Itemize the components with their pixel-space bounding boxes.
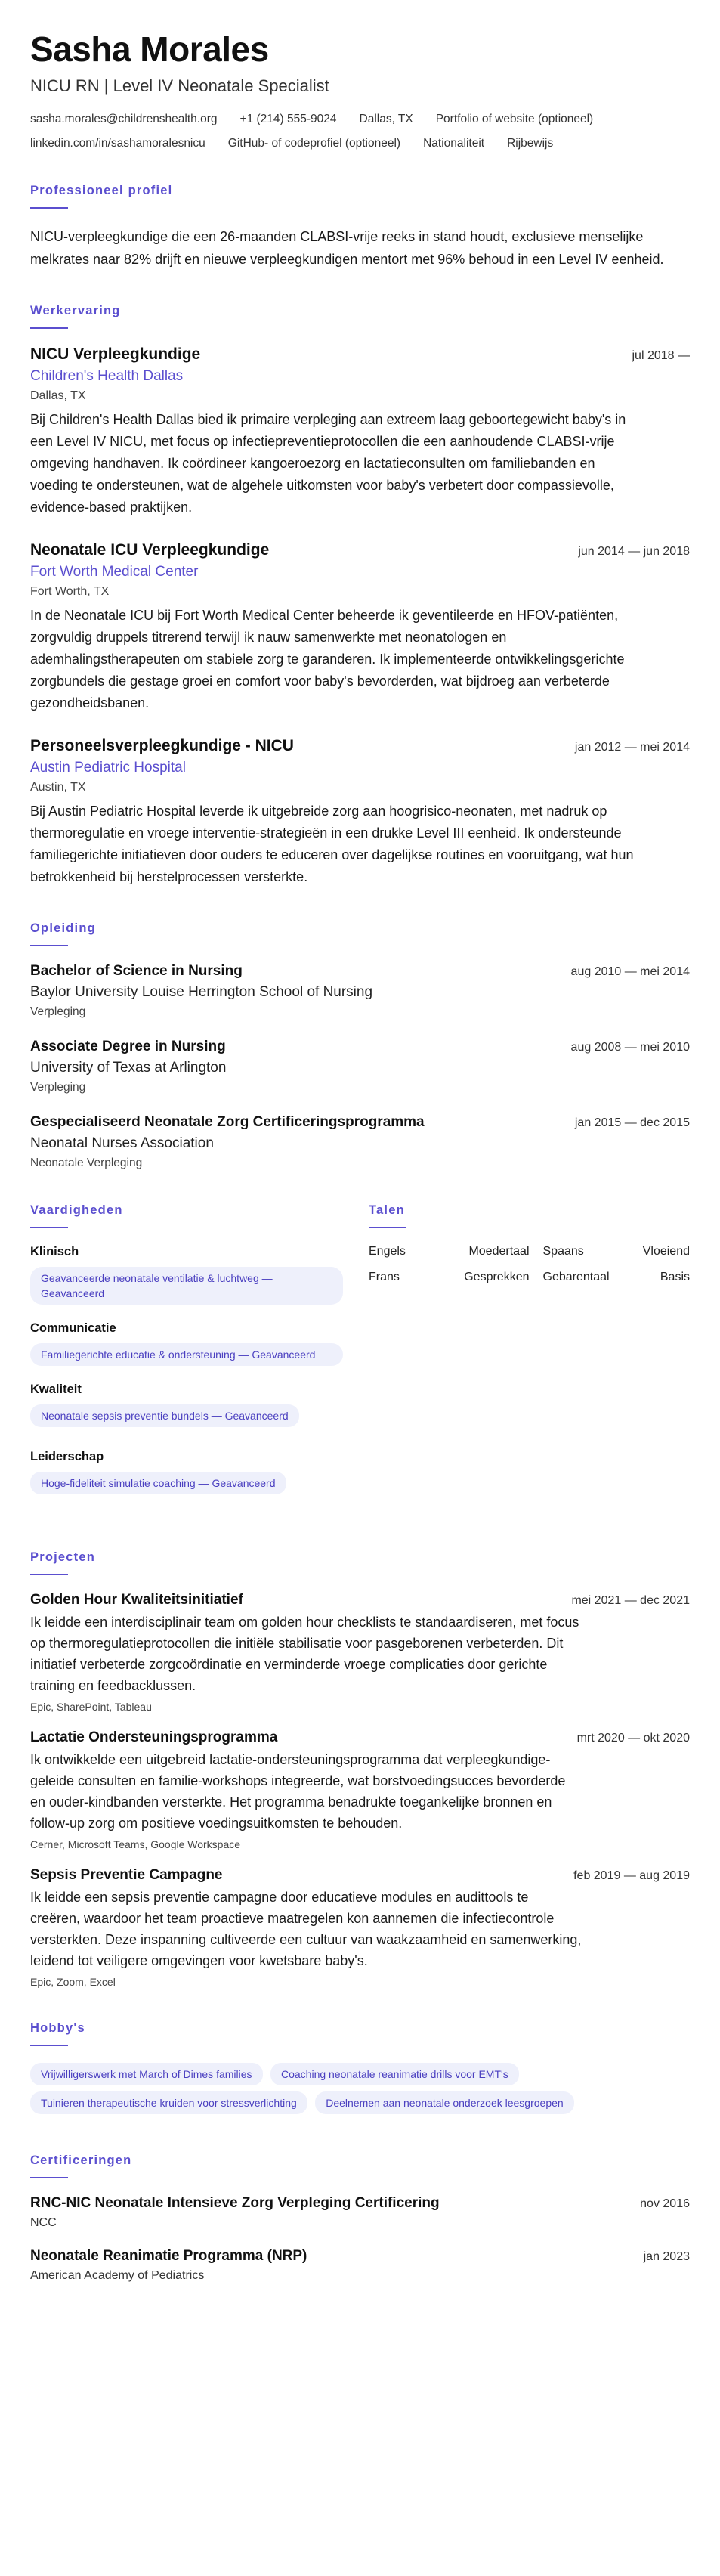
profile-summary: NICU-verpleegkundige die een 26-maanden CLABSI-vrije reeks in stand houdt, exclusieve menselijke melkrates naar 82% drijft en nieuwe verpleegkundigen mentort met 96% behoud in een Level IV eenheid. bbox=[30, 228, 664, 267]
hobbies-section bbox=[30, 2021, 690, 2120]
education-degree: Bachelor of Science in Nursing bbox=[30, 962, 243, 979]
education-school: Neonatal Nurses Association bbox=[30, 1135, 214, 1151]
job-location: Fort Worth, TX bbox=[30, 584, 110, 598]
skill-pill: Familiegerichte educatie & ondersteuning — Geavanceerd bbox=[30, 1343, 343, 1366]
project-tech: Epic, SharePoint, Tableau bbox=[30, 1700, 152, 1713]
language-name: Gebarentaal bbox=[542, 1270, 610, 1283]
contact-location: Dallas, TX bbox=[359, 112, 413, 125]
skill-category: Leiderschap bbox=[30, 1449, 104, 1463]
job-title: NICU Verpleegkundige bbox=[30, 345, 201, 363]
contact-github[interactable]: GitHub- of codeprofiel (optioneel) bbox=[227, 136, 401, 150]
candidate-title: NICU RN | Level IV Neonatale Specialist bbox=[30, 76, 329, 95]
certification-entry bbox=[30, 2248, 690, 2283]
education-section bbox=[30, 921, 690, 1170]
education-entry bbox=[30, 1114, 690, 1170]
certifications-section bbox=[30, 2153, 690, 2283]
certification-issuer: American Academy of Pediatrics bbox=[30, 2268, 205, 2282]
experience-section bbox=[30, 304, 690, 888]
skill-category: Communicatie bbox=[30, 1321, 116, 1335]
language-level: Moedertaal bbox=[468, 1244, 530, 1258]
hobby-list bbox=[30, 2063, 604, 2120]
job-location: Austin, TX bbox=[30, 780, 86, 794]
section-title-hobbies: Hobby's bbox=[30, 2020, 85, 2035]
hobby-pill: Vrijwilligerswerk met March of Dimes families bbox=[30, 2063, 263, 2085]
certification-issuer: NCC bbox=[30, 2215, 57, 2229]
project-tech: Cerner, Microsoft Teams, Google Workspace bbox=[30, 1838, 241, 1850]
project-description: Ik leidde een interdisciplinair team om golden hour checklists te standaardiseren, met focus op thermoregulatieprotocollen die initiële stabilisatie voor pasgeborenen verbeterden. Dit initiatief verbeterde zorgcoördinatie en verminderde vroege complicaties door gerichte training en feedbacklussen. bbox=[30, 1614, 579, 1693]
education-field: Verpleging bbox=[30, 1080, 86, 1094]
resume-header bbox=[30, 30, 690, 150]
hobby-pill: Coaching neonatale reanimatie drills voor EMT's bbox=[270, 2063, 519, 2085]
projects-section bbox=[30, 1550, 690, 1988]
education-degree: Associate Degree in Nursing bbox=[30, 1038, 226, 1054]
contact-list bbox=[30, 113, 690, 150]
education-school: Baylor University Louise Herrington School of Nursing bbox=[30, 983, 373, 1000]
job-date: jun 2014 — jun 2018 bbox=[578, 544, 690, 558]
contact-email[interactable]: sasha.morales@childrenshealth.org bbox=[30, 112, 218, 125]
project-title: Sepsis Preventie Campagne bbox=[30, 1866, 223, 1883]
section-divider bbox=[30, 1227, 68, 1228]
certification-entry bbox=[30, 2195, 690, 2230]
section-divider bbox=[30, 207, 68, 209]
language-level: Basis bbox=[660, 1270, 690, 1283]
education-school: University of Texas at Arlington bbox=[30, 1059, 227, 1076]
section-divider bbox=[369, 1227, 406, 1228]
skill-pill: Geavanceerde neonatale ventilatie & luchtweg — Geavanceerd bbox=[30, 1267, 343, 1305]
education-field: Neonatale Verpleging bbox=[30, 1156, 143, 1169]
skill-group bbox=[30, 1450, 348, 1500]
job-employer: Children's Health Dallas bbox=[30, 367, 184, 384]
job-title: Personeelsverpleegkundige - NICU bbox=[30, 736, 294, 754]
skills-section bbox=[30, 1203, 348, 1517]
job-location: Dallas, TX bbox=[30, 389, 86, 402]
language-name: Frans bbox=[369, 1270, 400, 1283]
job-employer: Austin Pediatric Hospital bbox=[30, 759, 186, 776]
project-description: Ik leidde een sepsis preventie campagne door educatieve modules en audittools te creëren, waardoor het team proactieve maatregelen kon aannemen die infectiecontrole versterkten. Deze inspanning cultiveerde een cultuur van waakzaamheid en samenwerking, leidend tot veiligere omgevingen voor kwetsbare baby's. bbox=[30, 1889, 582, 1968]
section-title-certifications: Certificeringen bbox=[30, 2153, 132, 2167]
section-divider bbox=[30, 1574, 68, 1575]
language-level: Vloeiend bbox=[642, 1244, 690, 1258]
job-description: In de Neonatale ICU bij Fort Worth Medical Center beheerde ik geventileerde en HFOV-patiënten, zorgvuldig druppels titrerend terwijl ik nauw samenwerkte met neonatologen en ademhalingstherapeuten om stabiele zorg te garanderen. Ik implementeerde ontwikkelingsgerichte zorgbundels die gestage groei en comfort voor baby's bevorderden, wat bijdroeg aan verbeterde gezondheidsbanen. bbox=[30, 607, 625, 711]
section-divider bbox=[30, 2177, 68, 2178]
section-title-skills: Vaardigheden bbox=[30, 1203, 123, 1217]
education-entry bbox=[30, 963, 690, 1019]
skill-pill: Neonatale sepsis preventie bundels — Geavanceerd bbox=[30, 1404, 299, 1427]
language-name: Engels bbox=[369, 1244, 406, 1258]
project-tech: Epic, Zoom, Excel bbox=[30, 1975, 116, 1988]
education-degree: Gespecialiseerd Neonatale Zorg Certificeringsprogramma bbox=[30, 1113, 425, 1130]
language-row bbox=[369, 1271, 690, 1284]
project-entry bbox=[30, 1592, 690, 1713]
skill-category: Kwaliteit bbox=[30, 1382, 82, 1396]
skills-languages-row bbox=[30, 1203, 690, 1517]
contact-nationality: Nationaliteit bbox=[423, 136, 485, 150]
section-divider bbox=[30, 327, 68, 329]
certification-date: nov 2016 bbox=[640, 2197, 690, 2210]
section-title-profile: Professioneel profiel bbox=[30, 183, 173, 197]
languages-section bbox=[369, 1203, 690, 1517]
profile-section bbox=[30, 184, 690, 271]
section-divider bbox=[30, 945, 68, 946]
skill-group bbox=[30, 1245, 348, 1305]
job-date: jan 2012 — mei 2014 bbox=[574, 740, 690, 754]
section-divider bbox=[30, 2045, 68, 2046]
job-entry bbox=[30, 345, 690, 519]
job-date: jul 2018 — bbox=[632, 348, 690, 362]
project-entry bbox=[30, 1729, 690, 1850]
language-name: Spaans bbox=[542, 1244, 584, 1258]
job-entry bbox=[30, 541, 690, 714]
contact-phone[interactable]: +1 (214) 555-9024 bbox=[239, 112, 337, 125]
language-level: Gesprekken bbox=[464, 1270, 530, 1283]
contact-linkedin[interactable]: linkedin.com/in/sashamoralesnicu bbox=[30, 136, 205, 150]
skill-group bbox=[30, 1382, 348, 1433]
certification-title: RNC-NIC Neonatale Intensieve Zorg Verpleging Certificering bbox=[30, 2194, 440, 2211]
section-title-education: Opleiding bbox=[30, 921, 96, 935]
education-field: Verpleging bbox=[30, 1005, 86, 1018]
job-description: Bij Children's Health Dallas bied ik primaire verpleging aan extreem laag geboortegewicht baby's in een Level IV NICU, met focus op infectiepreventieprotocollen die een aanhoudende CLABSI-vrije omgeving handhaven. Ik coördineer kangoeroezorg en lactatieconsulten om familiebanden en voeding te ondersteunen, wat de algehele uitkomsten voor baby's verbetert door compassievolle, evidence-based praktijken. bbox=[30, 411, 626, 515]
contact-license: Rijbewijs bbox=[507, 136, 554, 150]
project-date: mrt 2020 — okt 2020 bbox=[576, 1731, 690, 1745]
section-title-projects: Projecten bbox=[30, 1550, 95, 1564]
hobby-pill: Tuinieren therapeutische kruiden voor stressverlichting bbox=[30, 2091, 307, 2114]
education-date: aug 2008 — mei 2010 bbox=[570, 1040, 690, 1054]
job-description: Bij Austin Pediatric Hospital leverde ik uitgebreide zorg aan hoogrisico-neonaten, met nadruk op thermoregulatie en vroege interventie-strategieën in een drukke Level III eenheid. Ik ondersteunde familiegerichte initiatieven door ouders te educeren over dagelijkse routines en vooruitgang, wat hun betrokkenheid bij herstelprocessen versterkte. bbox=[30, 803, 634, 884]
education-entry bbox=[30, 1039, 690, 1094]
contact-portfolio[interactable]: Portfolio of website (optioneel) bbox=[435, 112, 594, 125]
certification-date: jan 2023 bbox=[643, 2249, 690, 2263]
project-title: Golden Hour Kwaliteitsinitiatief bbox=[30, 1591, 243, 1608]
job-title: Neonatale ICU Verpleegkundige bbox=[30, 540, 270, 559]
project-entry bbox=[30, 1867, 690, 1988]
skill-group bbox=[30, 1321, 348, 1366]
hobby-pill: Deelnemen aan neonatale onderzoek leesgroepen bbox=[315, 2091, 573, 2114]
skill-category: Klinisch bbox=[30, 1244, 79, 1259]
project-description: Ik ontwikkelde een uitgebreid lactatie-ondersteuningsprogramma dat verpleegkundige-geleide consulten en familie-workshops integreerde, wat borstvoedingsucces bevorderde en ouder-kindbanden versterkte. Het programma benadrukte toegankelijke bronnen en follow-up zorg om positieve voedingsuitkomsten te behouden. bbox=[30, 1751, 566, 1831]
section-title-experience: Werkervaring bbox=[30, 303, 121, 317]
project-title: Lactatie Ondersteuningsprogramma bbox=[30, 1729, 278, 1745]
job-entry bbox=[30, 737, 690, 888]
skill-pill: Hoge-fideliteit simulatie coaching — Geavanceerd bbox=[30, 1472, 286, 1494]
education-date: jan 2015 — dec 2015 bbox=[574, 1116, 690, 1129]
candidate-name: Sasha Morales bbox=[30, 29, 269, 69]
project-date: mei 2021 — dec 2021 bbox=[571, 1593, 690, 1607]
section-title-languages: Talen bbox=[369, 1203, 405, 1217]
education-date: aug 2010 — mei 2014 bbox=[570, 964, 690, 978]
language-row bbox=[369, 1245, 690, 1259]
project-date: feb 2019 — aug 2019 bbox=[573, 1869, 690, 1882]
certification-title: Neonatale Reanimatie Programma (NRP) bbox=[30, 2247, 307, 2264]
job-employer: Fort Worth Medical Center bbox=[30, 563, 199, 580]
